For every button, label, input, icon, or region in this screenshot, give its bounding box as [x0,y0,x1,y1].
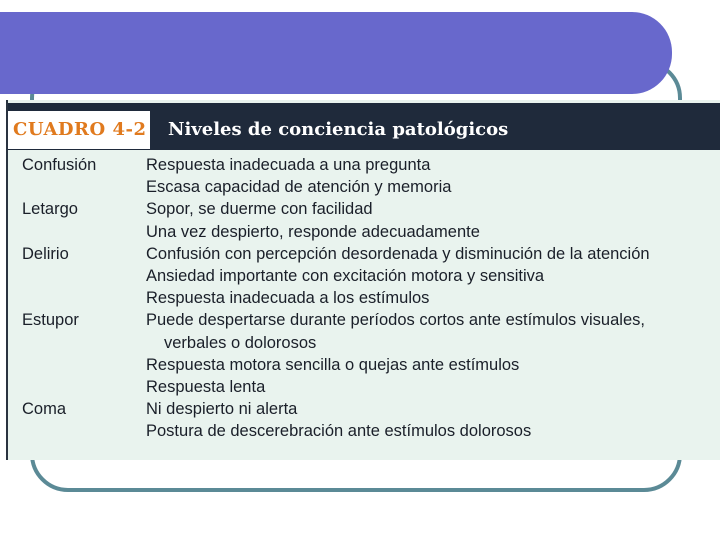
table-header [8,103,720,150]
table-row [8,398,720,420]
table-row [8,265,720,287]
table-row [8,309,720,331]
row-description: verbales o dolorosos [164,333,317,352]
row-term: Letargo [22,200,78,219]
slide-title-bar [0,12,672,94]
table-code: CUADRO 4-2 [8,111,150,149]
table-row [8,354,720,376]
row-description: Respuesta lenta [146,377,266,396]
row-description: Ni despierto ni alerta [146,400,298,419]
row-description: Respuesta inadecuada a los estímulos [146,289,430,308]
row-term: Confusión [22,156,97,174]
row-term: Coma [22,400,67,419]
table-row [8,221,720,243]
row-description: Puede despertarse durante períodos cortos ante estímulos visuales, [146,311,645,330]
row-description: Sopor, se duerme con facilidad [146,200,373,219]
row-description: Escasa capacidad de atención y memoria [146,178,452,197]
table-title: Niveles de conciencia patológicos [168,119,509,140]
row-description: Confusión con percepción desordenada y disminución de la atención [146,244,650,263]
row-description: Respuesta inadecuada a una pregunta [146,156,431,174]
row-term: Estupor [22,311,79,330]
table-row [8,420,720,442]
row-term: Delirio [22,244,69,263]
table-row [8,287,720,309]
table-row [8,176,720,198]
row-description: Respuesta motora sencilla o quejas ante estímulos [146,355,520,374]
table-row [8,376,720,398]
table-row [8,154,720,176]
row-description: Ansiedad importante con excitación motora y sensitiva [146,266,545,285]
table-rows [8,154,720,442]
table-row [8,243,720,265]
row-description: Una vez despierto, responde adecuadamente [146,222,480,241]
table-row [8,198,720,220]
table-row [8,332,720,354]
row-description: Postura de descerebración ante estímulos dolorosos [146,422,532,441]
scanned-table [6,100,720,460]
